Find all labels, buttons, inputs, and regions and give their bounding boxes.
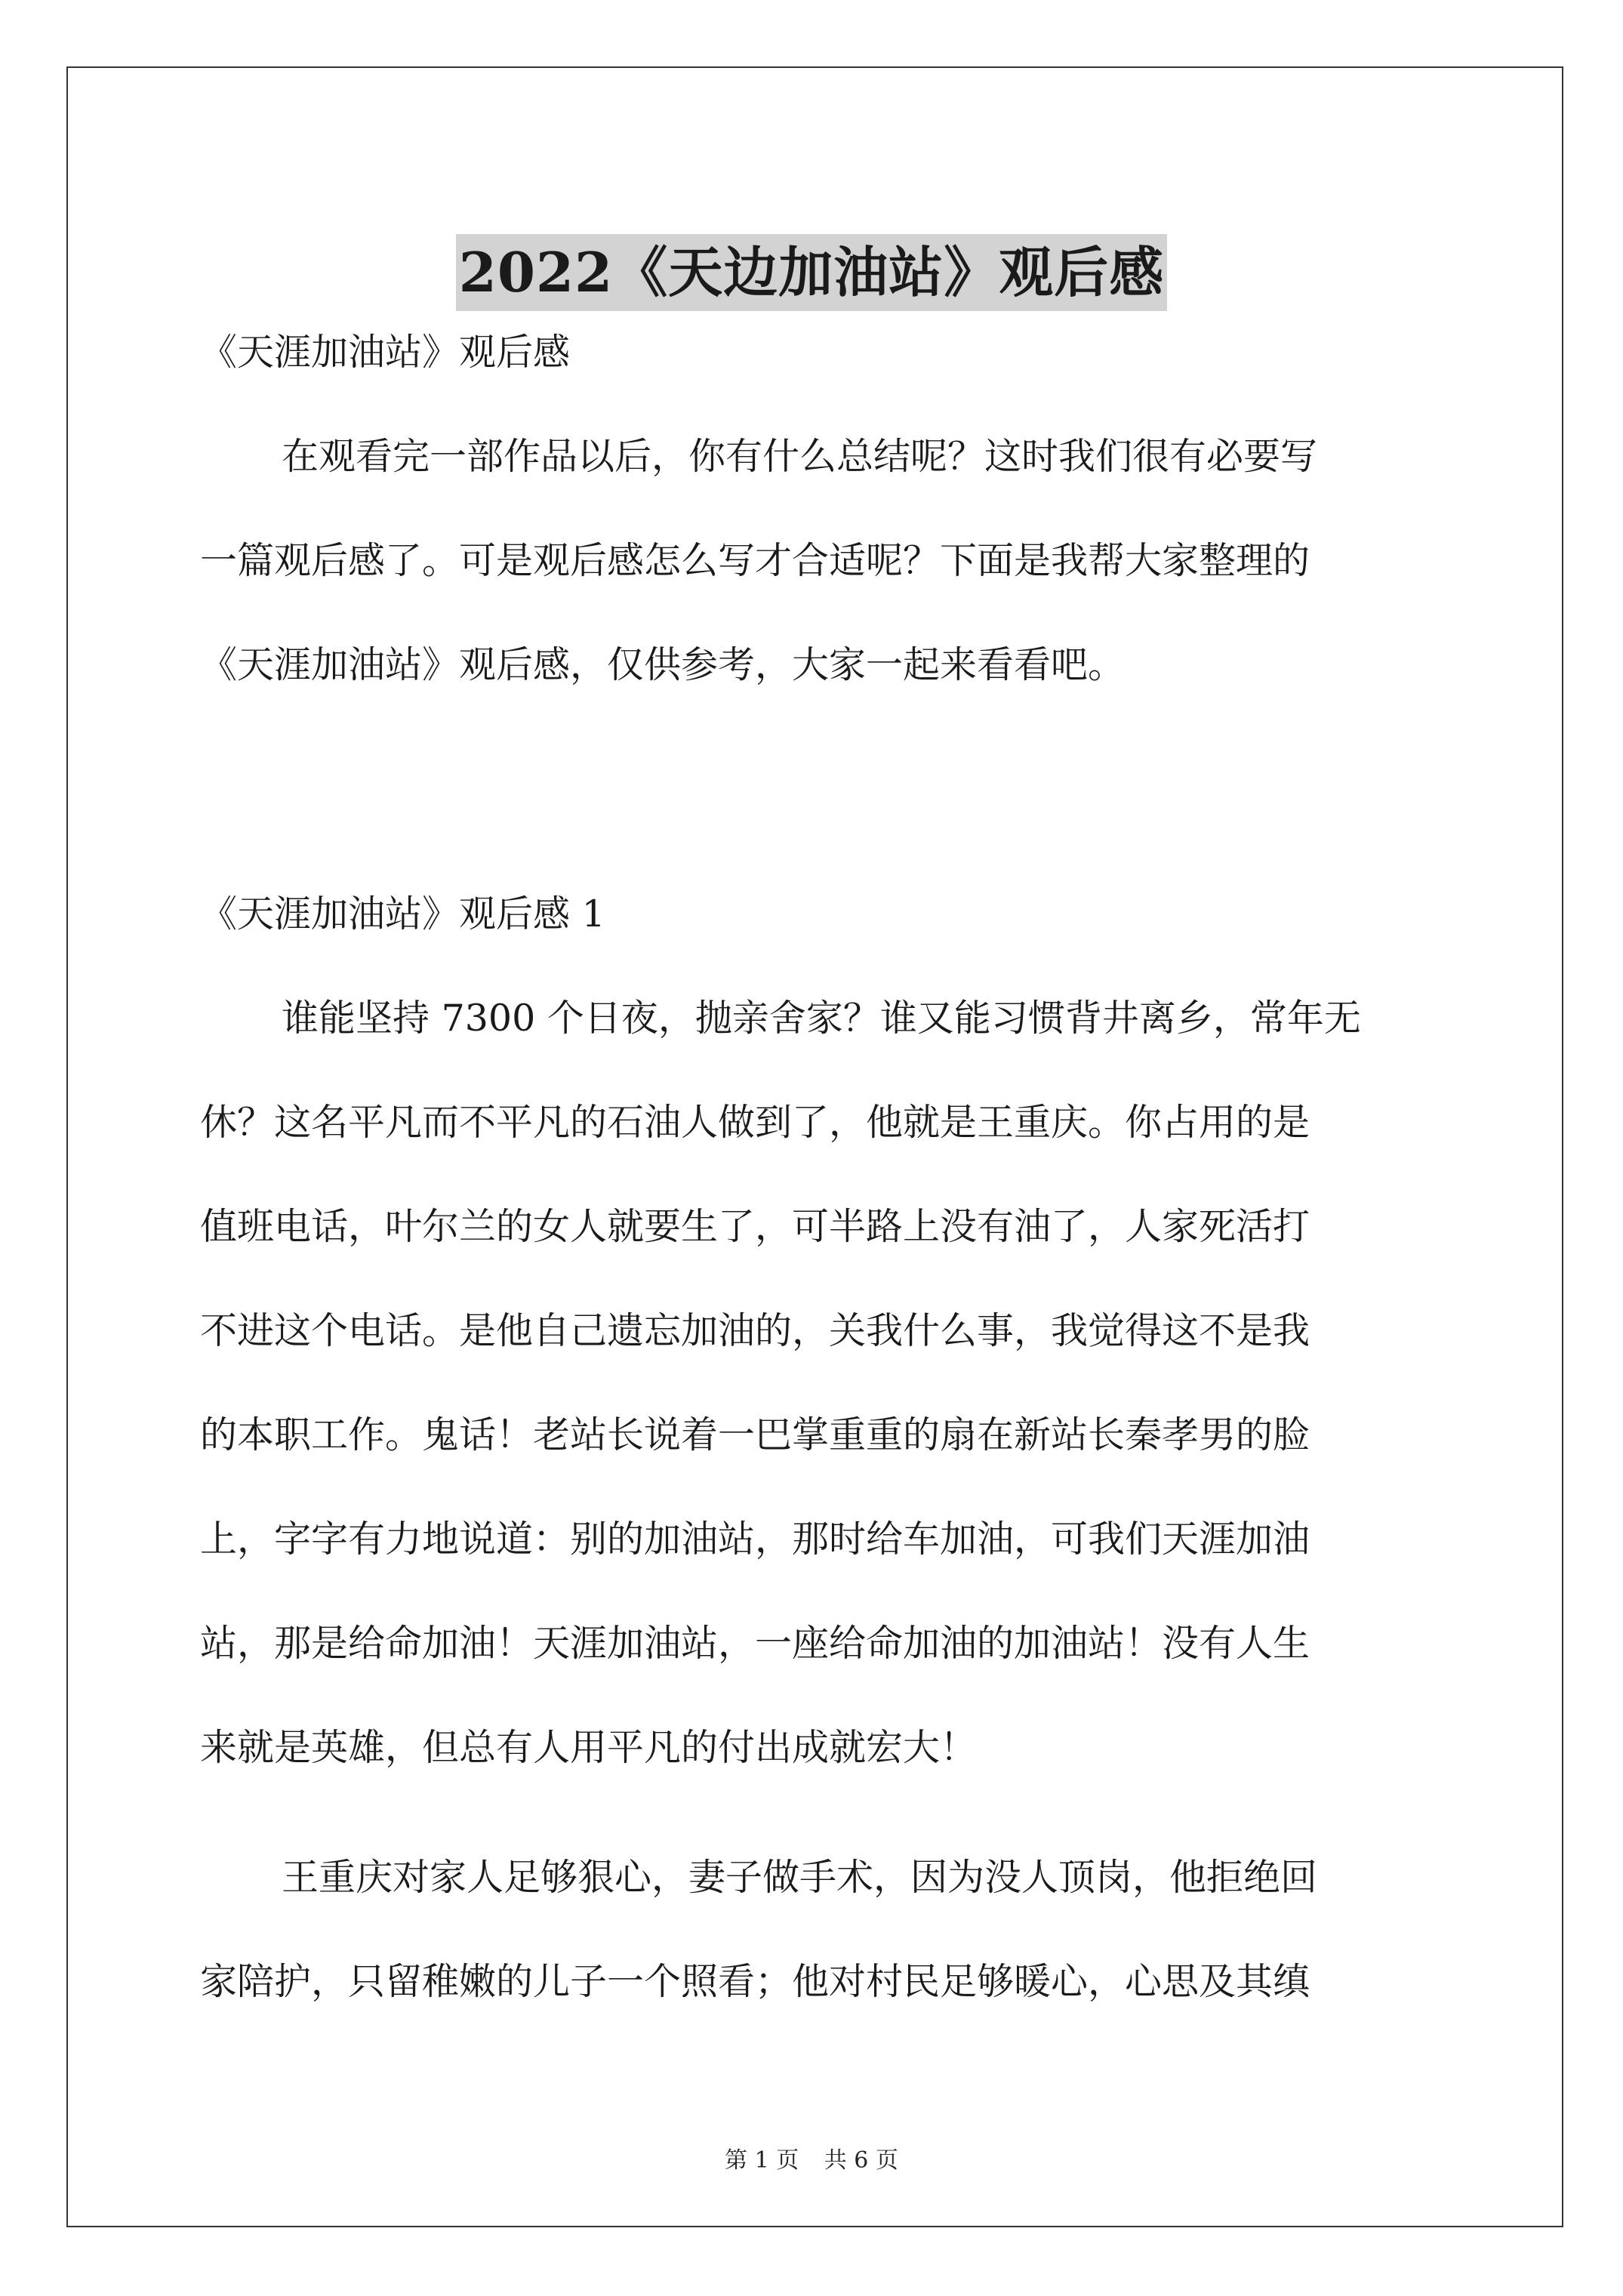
page-footer	[0, 2146, 1623, 2176]
paragraph-line: 来就是英雄，但总有人用平凡的付出成就宏大！	[200, 1726, 978, 1769]
paragraph-line: 值班电话，叶尔兰的女人就要生了，可半路上没有油了，人家死活打	[200, 1205, 1310, 1248]
subtitle-line: 《天涯加油站》观后感	[200, 331, 571, 374]
page-total: 共 6 页	[824, 2147, 898, 2174]
paragraph-line: 的本职工作。鬼话！老站长说着一巴掌重重的扇在新站长秦孝男的脸	[200, 1413, 1310, 1456]
intro-line: 一篇观后感了。可是观后感怎么写才合适呢？下面是我帮大家整理的	[200, 539, 1310, 582]
paragraph-line: 上，字字有力地说道：别的加油站，那时给车加油，可我们天涯加油	[200, 1518, 1310, 1561]
paragraph-line: 休？这名平凡而不平凡的石油人做到了，他就是王重庆。你占用的是	[200, 1101, 1310, 1144]
paragraph-line: 站，那是给命加油！天涯加油站，一座给命加油的加油站！没有人生	[200, 1622, 1310, 1665]
paragraph-line: 谁能坚持 7300 个日夜，抛亲舍家？谁又能习惯背井离乡，常年无	[282, 997, 1361, 1040]
paragraph-line: 王重庆对家人足够狠心，妻子做手术，因为没人顶岗，他拒绝回	[282, 1856, 1318, 1899]
intro-paragraph	[200, 405, 1438, 717]
intro-line: 《天涯加油站》观后感，仅供参考，大家一起来看看吧。	[200, 643, 1126, 686]
paragraph-line: 家陪护，只留稚嫩的儿子一个照看；他对村民足够暖心，心思及其缜	[200, 1960, 1310, 2003]
section-paragraph-1	[200, 966, 1438, 1800]
subtitle	[200, 300, 1438, 405]
paragraph-line: 不进这个电话。是他自己遗忘加油的，关我什么事，我觉得这不是我	[200, 1309, 1310, 1352]
intro-line: 在观看完一部作品以后，你有什么总结呢？这时我们很有必要写	[282, 435, 1318, 478]
section-heading	[200, 862, 1438, 966]
document-title: 2022《天边加油站》观后感	[456, 234, 1167, 311]
section-heading-line: 《天涯加油站》观后感 1	[200, 892, 605, 935]
section-paragraph-2	[200, 1826, 1438, 2034]
page-number: 第 1 页	[725, 2147, 799, 2174]
